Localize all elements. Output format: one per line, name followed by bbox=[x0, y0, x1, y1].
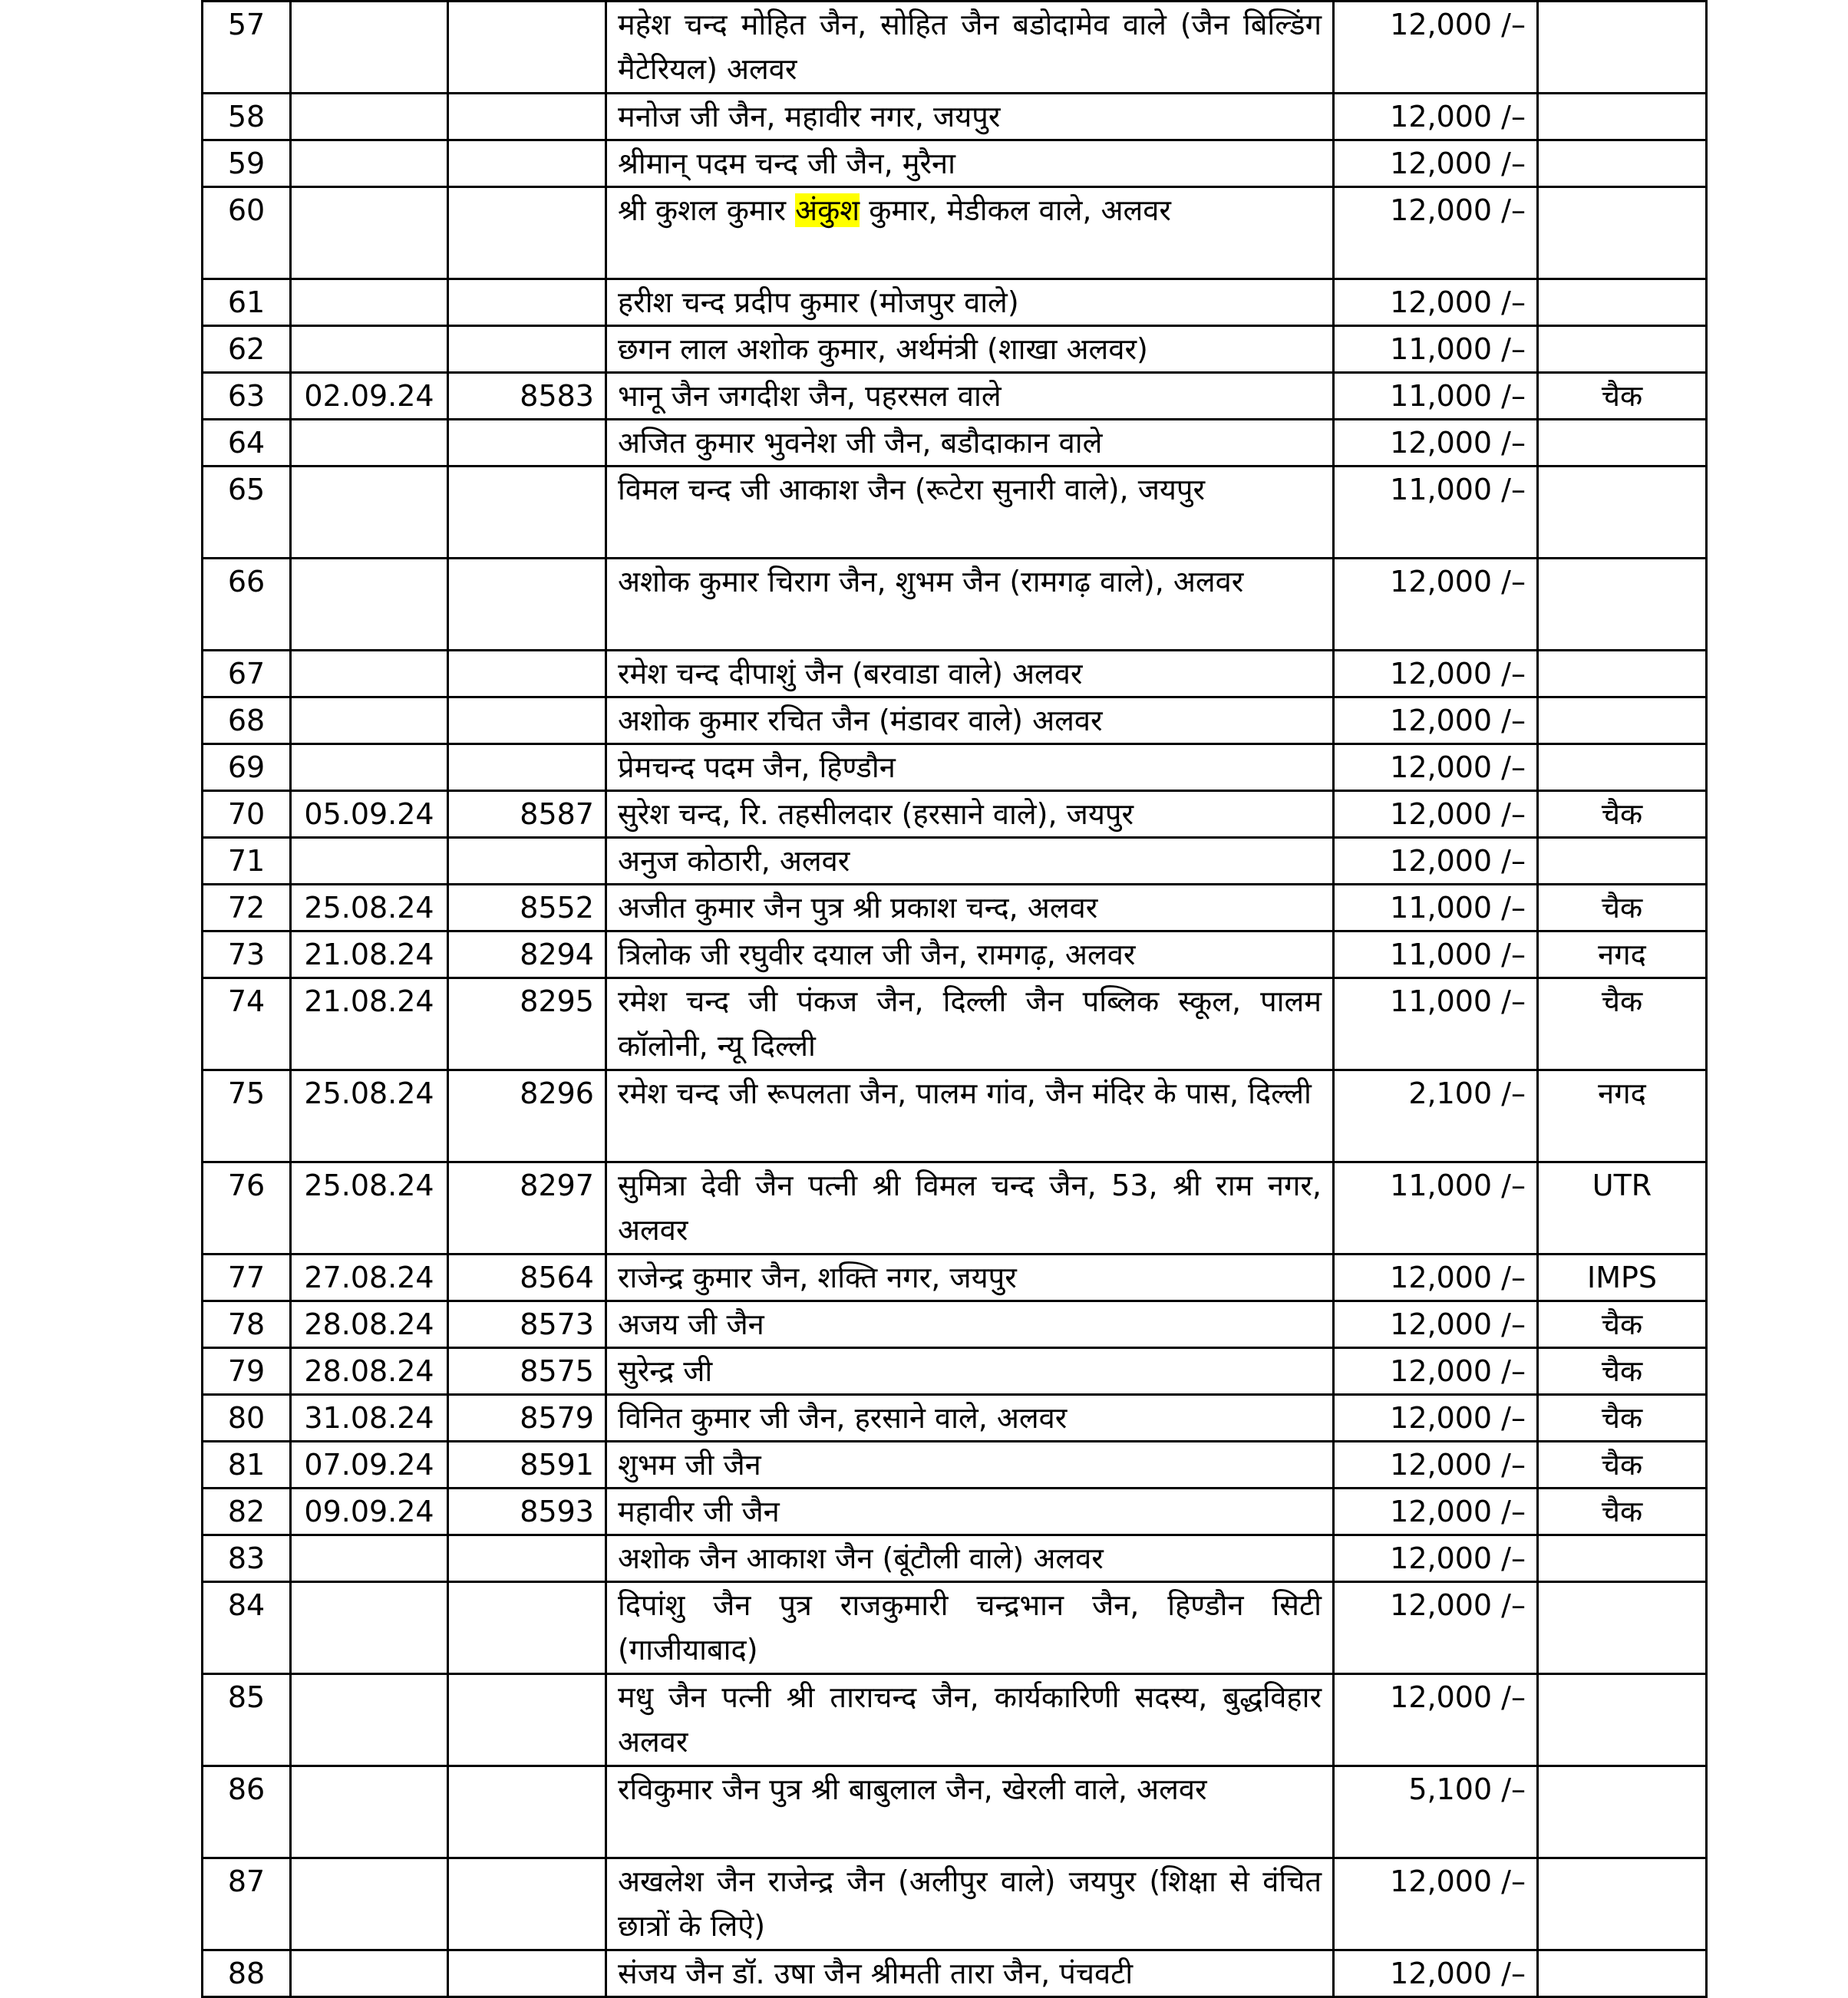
amount-cell: 11,000 /– bbox=[1334, 978, 1538, 1070]
date-cell bbox=[291, 1950, 448, 1997]
donor-name-cell: अजय जी जैन bbox=[606, 1301, 1334, 1348]
donor-name-cell: मनोज जी जैन, महावीर नगर, जयपुर bbox=[606, 94, 1334, 140]
serial-number-cell: 79 bbox=[203, 1348, 291, 1395]
amount-cell: 2,100 /– bbox=[1334, 1070, 1538, 1162]
receipt-number-cell bbox=[448, 1535, 606, 1582]
payment-mode-cell bbox=[1538, 2, 1707, 94]
serial-number-cell: 60 bbox=[203, 187, 291, 279]
receipt-number-cell bbox=[448, 697, 606, 744]
table-row bbox=[203, 326, 1707, 373]
receipt-number-cell: 8573 bbox=[448, 1301, 606, 1348]
donor-name-text: कुमार, मेडीकल वाले, अलवर bbox=[860, 193, 1171, 227]
payment-mode-cell: UTR bbox=[1538, 1162, 1707, 1255]
payment-mode-cell bbox=[1538, 697, 1707, 744]
date-cell bbox=[291, 1535, 448, 1582]
table-row bbox=[203, 1858, 1707, 1950]
payment-mode-cell: नगद bbox=[1538, 1070, 1707, 1162]
table-row bbox=[203, 1070, 1707, 1162]
table-row bbox=[203, 1489, 1707, 1535]
payment-mode-cell bbox=[1538, 140, 1707, 187]
table-row bbox=[203, 140, 1707, 187]
receipt-number-cell bbox=[448, 467, 606, 559]
donor-name-cell: भानू जैन जगदीश जैन, पहरसल वाले bbox=[606, 373, 1334, 420]
table-row bbox=[203, 1582, 1707, 1674]
payment-mode-cell bbox=[1538, 1674, 1707, 1766]
amount-cell: 5,100 /– bbox=[1334, 1766, 1538, 1858]
payment-mode-cell: चैक bbox=[1538, 1442, 1707, 1489]
table-row bbox=[203, 1162, 1707, 1255]
payment-mode-cell bbox=[1538, 651, 1707, 697]
donor-name-text: श्री कुशल कुमार bbox=[618, 193, 796, 227]
serial-number-cell: 57 bbox=[203, 2, 291, 94]
donor-name-cell: मधु जैन पत्नी श्री ताराचन्द जैन, कार्यकारिणी सदस्य, बुद्धविहार अलवर bbox=[606, 1674, 1334, 1766]
date-cell bbox=[291, 697, 448, 744]
receipt-number-cell: 8575 bbox=[448, 1348, 606, 1395]
serial-number-cell: 75 bbox=[203, 1070, 291, 1162]
payment-mode-cell bbox=[1538, 1766, 1707, 1858]
payment-mode-cell: नगद bbox=[1538, 931, 1707, 978]
serial-number-cell: 69 bbox=[203, 744, 291, 791]
ledger-body bbox=[203, 2, 1707, 1997]
serial-number-cell: 67 bbox=[203, 651, 291, 697]
payment-mode-cell bbox=[1538, 467, 1707, 559]
date-cell bbox=[291, 1674, 448, 1766]
receipt-number-cell: 8294 bbox=[448, 931, 606, 978]
donor-name-cell: अखलेश जैन राजेन्द्र जैन (अलीपुर वाले) जयपुर (शिक्षा से वंचित छात्रों के लिऐ) bbox=[606, 1858, 1334, 1950]
amount-cell: 12,000 /– bbox=[1334, 791, 1538, 838]
date-cell bbox=[291, 1582, 448, 1674]
payment-mode-cell bbox=[1538, 1858, 1707, 1950]
donor-name-cell: रमेश चन्द जी रूपलता जैन, पालम गांव, जैन मंदिर के पास, दिल्ली bbox=[606, 1070, 1334, 1162]
amount-cell: 12,000 /– bbox=[1334, 2, 1538, 94]
amount-cell: 12,000 /– bbox=[1334, 1489, 1538, 1535]
amount-cell: 12,000 /– bbox=[1334, 1535, 1538, 1582]
receipt-number-cell: 8564 bbox=[448, 1255, 606, 1301]
donor-name-cell: संजय जैन डॉ. उषा जैन श्रीमती तारा जैन, पंचवटी bbox=[606, 1950, 1334, 1997]
amount-cell: 12,000 /– bbox=[1334, 1301, 1538, 1348]
date-cell: 02.09.24 bbox=[291, 373, 448, 420]
receipt-number-cell: 8583 bbox=[448, 373, 606, 420]
amount-cell: 12,000 /– bbox=[1334, 1950, 1538, 1997]
donor-name-cell: रविकुमार जैन पुत्र श्री बाबुलाल जैन, खेरली वाले, अलवर bbox=[606, 1766, 1334, 1858]
table-row bbox=[203, 1766, 1707, 1858]
receipt-number-cell: 8587 bbox=[448, 791, 606, 838]
receipt-number-cell bbox=[448, 1582, 606, 1674]
serial-number-cell: 82 bbox=[203, 1489, 291, 1535]
date-cell bbox=[291, 744, 448, 791]
receipt-number-cell: 8552 bbox=[448, 885, 606, 931]
payment-mode-cell: चैक bbox=[1538, 885, 1707, 931]
receipt-number-cell bbox=[448, 94, 606, 140]
receipt-number-cell bbox=[448, 838, 606, 885]
amount-cell: 12,000 /– bbox=[1334, 744, 1538, 791]
donor-name-cell: रमेश चन्द जी पंकज जैन, दिल्ली जैन पब्लिक स्कूल, पालम कॉलोनी, न्यू दिल्ली bbox=[606, 978, 1334, 1070]
donor-name-cell: हरीश चन्द प्रदीप कुमार (मोजपुर वाले) bbox=[606, 279, 1334, 326]
amount-cell: 12,000 /– bbox=[1334, 94, 1538, 140]
donor-name-cell: छगन लाल अशोक कुमार, अर्थमंत्री (शाखा अलवर) bbox=[606, 326, 1334, 373]
amount-cell: 11,000 /– bbox=[1334, 931, 1538, 978]
payment-mode-cell: चैक bbox=[1538, 1395, 1707, 1442]
date-cell bbox=[291, 279, 448, 326]
highlighted-word: अंकुश bbox=[795, 193, 860, 227]
payment-mode-cell bbox=[1538, 559, 1707, 651]
receipt-number-cell bbox=[448, 140, 606, 187]
table-row bbox=[203, 931, 1707, 978]
donor-name-cell: अनुज कोठारी, अलवर bbox=[606, 838, 1334, 885]
table-row bbox=[203, 1535, 1707, 1582]
payment-mode-cell bbox=[1538, 94, 1707, 140]
table-row bbox=[203, 559, 1707, 651]
amount-cell: 12,000 /– bbox=[1334, 651, 1538, 697]
serial-number-cell: 66 bbox=[203, 559, 291, 651]
date-cell: 28.08.24 bbox=[291, 1301, 448, 1348]
amount-cell: 12,000 /– bbox=[1334, 1348, 1538, 1395]
payment-mode-cell bbox=[1538, 326, 1707, 373]
receipt-number-cell: 8296 bbox=[448, 1070, 606, 1162]
payment-mode-cell: चैक bbox=[1538, 791, 1707, 838]
amount-cell: 12,000 /– bbox=[1334, 279, 1538, 326]
serial-number-cell: 61 bbox=[203, 279, 291, 326]
date-cell bbox=[291, 467, 448, 559]
table-row bbox=[203, 2, 1707, 94]
amount-cell: 12,000 /– bbox=[1334, 1674, 1538, 1766]
donor-name-cell: राजेन्द्र कुमार जैन, शक्ति नगर, जयपुर bbox=[606, 1255, 1334, 1301]
date-cell bbox=[291, 140, 448, 187]
amount-cell: 11,000 /– bbox=[1334, 326, 1538, 373]
donation-ledger-table bbox=[201, 0, 1708, 1998]
receipt-number-cell: 8295 bbox=[448, 978, 606, 1070]
payment-mode-cell: चैक bbox=[1538, 1489, 1707, 1535]
date-cell: 25.08.24 bbox=[291, 885, 448, 931]
table-row bbox=[203, 1301, 1707, 1348]
payment-mode-cell bbox=[1538, 838, 1707, 885]
date-cell: 31.08.24 bbox=[291, 1395, 448, 1442]
payment-mode-cell bbox=[1538, 1582, 1707, 1674]
payment-mode-cell: IMPS bbox=[1538, 1255, 1707, 1301]
date-cell bbox=[291, 1858, 448, 1950]
serial-number-cell: 65 bbox=[203, 467, 291, 559]
date-cell bbox=[291, 94, 448, 140]
serial-number-cell: 68 bbox=[203, 697, 291, 744]
serial-number-cell: 59 bbox=[203, 140, 291, 187]
table-row bbox=[203, 1395, 1707, 1442]
amount-cell: 12,000 /– bbox=[1334, 1255, 1538, 1301]
receipt-number-cell: 8579 bbox=[448, 1395, 606, 1442]
serial-number-cell: 73 bbox=[203, 931, 291, 978]
payment-mode-cell bbox=[1538, 279, 1707, 326]
donor-name-cell: अजित कुमार भुवनेश जी जैन, बडौदाकान वाले bbox=[606, 420, 1334, 467]
date-cell bbox=[291, 651, 448, 697]
serial-number-cell: 81 bbox=[203, 1442, 291, 1489]
table-row bbox=[203, 1950, 1707, 1997]
receipt-number-cell bbox=[448, 326, 606, 373]
amount-cell: 12,000 /– bbox=[1334, 697, 1538, 744]
donor-name-cell: श्रीमान् पदम चन्द जी जैन, मुरैना bbox=[606, 140, 1334, 187]
donor-name-cell: त्रिलोक जी रघुवीर दयाल जी जैन, रामगढ़, अलवर bbox=[606, 931, 1334, 978]
date-cell: 09.09.24 bbox=[291, 1489, 448, 1535]
table-row bbox=[203, 1255, 1707, 1301]
receipt-number-cell bbox=[448, 744, 606, 791]
date-cell bbox=[291, 838, 448, 885]
amount-cell: 12,000 /– bbox=[1334, 140, 1538, 187]
amount-cell: 12,000 /– bbox=[1334, 1582, 1538, 1674]
receipt-number-cell bbox=[448, 1766, 606, 1858]
table-row bbox=[203, 420, 1707, 467]
serial-number-cell: 88 bbox=[203, 1950, 291, 1997]
table-row bbox=[203, 1348, 1707, 1395]
amount-cell: 11,000 /– bbox=[1334, 373, 1538, 420]
table-row bbox=[203, 651, 1707, 697]
payment-mode-cell bbox=[1538, 1535, 1707, 1582]
donor-name-cell: सुरेन्द्र जी bbox=[606, 1348, 1334, 1395]
date-cell bbox=[291, 420, 448, 467]
table-row bbox=[203, 744, 1707, 791]
serial-number-cell: 83 bbox=[203, 1535, 291, 1582]
receipt-number-cell: 8593 bbox=[448, 1489, 606, 1535]
serial-number-cell: 87 bbox=[203, 1858, 291, 1950]
date-cell bbox=[291, 1766, 448, 1858]
table-row bbox=[203, 1442, 1707, 1489]
serial-number-cell: 64 bbox=[203, 420, 291, 467]
date-cell bbox=[291, 2, 448, 94]
donor-name-cell: महावीर जी जैन bbox=[606, 1489, 1334, 1535]
receipt-number-cell bbox=[448, 187, 606, 279]
date-cell: 28.08.24 bbox=[291, 1348, 448, 1395]
serial-number-cell: 86 bbox=[203, 1766, 291, 1858]
date-cell: 05.09.24 bbox=[291, 791, 448, 838]
payment-mode-cell bbox=[1538, 744, 1707, 791]
table-row bbox=[203, 838, 1707, 885]
amount-cell: 12,000 /– bbox=[1334, 838, 1538, 885]
donor-name-cell: महेश चन्द मोहित जैन, सोहित जैन बडोदामेव वाले (जैन बिल्डिंग मैटेरियल) अलवर bbox=[606, 2, 1334, 94]
serial-number-cell: 62 bbox=[203, 326, 291, 373]
table-row bbox=[203, 94, 1707, 140]
donor-name-cell: सुरेश चन्द, रि. तहसीलदार (हरसाने वाले), जयपुर bbox=[606, 791, 1334, 838]
serial-number-cell: 85 bbox=[203, 1674, 291, 1766]
date-cell bbox=[291, 559, 448, 651]
serial-number-cell: 84 bbox=[203, 1582, 291, 1674]
donor-name-cell: विनित कुमार जी जैन, हरसाने वाले, अलवर bbox=[606, 1395, 1334, 1442]
amount-cell: 11,000 /– bbox=[1334, 885, 1538, 931]
serial-number-cell: 72 bbox=[203, 885, 291, 931]
date-cell: 25.08.24 bbox=[291, 1070, 448, 1162]
serial-number-cell: 74 bbox=[203, 978, 291, 1070]
payment-mode-cell bbox=[1538, 420, 1707, 467]
donor-name-cell: प्रेमचन्द पदम जैन, हिण्डौन bbox=[606, 744, 1334, 791]
donor-name-cell: अजीत कुमार जैन पुत्र श्री प्रकाश चन्द, अलवर bbox=[606, 885, 1334, 931]
serial-number-cell: 77 bbox=[203, 1255, 291, 1301]
receipt-number-cell: 8297 bbox=[448, 1162, 606, 1255]
amount-cell: 12,000 /– bbox=[1334, 420, 1538, 467]
payment-mode-cell: चैक bbox=[1538, 373, 1707, 420]
table-row bbox=[203, 187, 1707, 279]
serial-number-cell: 80 bbox=[203, 1395, 291, 1442]
donor-name-cell: रमेश चन्द दीपाशुं जैन (बरवाडा वाले) अलवर bbox=[606, 651, 1334, 697]
table-row bbox=[203, 467, 1707, 559]
table-row bbox=[203, 279, 1707, 326]
donor-name-cell: दिपांशु जैन पुत्र राजकुमारी चन्द्रभान जैन, हिण्डौन सिटी (गाजीयाबाद) bbox=[606, 1582, 1334, 1674]
amount-cell: 12,000 /– bbox=[1334, 559, 1538, 651]
date-cell: 21.08.24 bbox=[291, 978, 448, 1070]
receipt-number-cell bbox=[448, 1674, 606, 1766]
payment-mode-cell bbox=[1538, 187, 1707, 279]
receipt-number-cell bbox=[448, 1858, 606, 1950]
date-cell: 25.08.24 bbox=[291, 1162, 448, 1255]
receipt-number-cell bbox=[448, 651, 606, 697]
serial-number-cell: 71 bbox=[203, 838, 291, 885]
table-row bbox=[203, 791, 1707, 838]
table-row bbox=[203, 885, 1707, 931]
donor-name-cell bbox=[606, 187, 1334, 279]
donor-name-cell: अशोक जैन आकाश जैन (बूंटौली वाले) अलवर bbox=[606, 1535, 1334, 1582]
table-row bbox=[203, 697, 1707, 744]
donor-name-cell: सुमित्रा देवी जैन पत्नी श्री विमल चन्द जैन, 53, श्री राम नगर, अलवर bbox=[606, 1162, 1334, 1255]
receipt-number-cell bbox=[448, 420, 606, 467]
donor-name-cell: अशोक कुमार चिराग जैन, शुभम जैन (रामगढ़ वाले), अलवर bbox=[606, 559, 1334, 651]
date-cell bbox=[291, 326, 448, 373]
date-cell: 07.09.24 bbox=[291, 1442, 448, 1489]
donor-name-cell: विमल चन्द जी आकाश जैन (रूटेरा सुनारी वाले), जयपुर bbox=[606, 467, 1334, 559]
table-row bbox=[203, 373, 1707, 420]
amount-cell: 11,000 /– bbox=[1334, 1162, 1538, 1255]
serial-number-cell: 70 bbox=[203, 791, 291, 838]
donor-name-cell: अशोक कुमार रचित जैन (मंडावर वाले) अलवर bbox=[606, 697, 1334, 744]
amount-cell: 12,000 /– bbox=[1334, 1858, 1538, 1950]
payment-mode-cell bbox=[1538, 1950, 1707, 1997]
date-cell bbox=[291, 187, 448, 279]
payment-mode-cell: चैक bbox=[1538, 978, 1707, 1070]
receipt-number-cell bbox=[448, 279, 606, 326]
table-row bbox=[203, 978, 1707, 1070]
receipt-number-cell bbox=[448, 1950, 606, 1997]
receipt-number-cell: 8591 bbox=[448, 1442, 606, 1489]
date-cell: 27.08.24 bbox=[291, 1255, 448, 1301]
serial-number-cell: 78 bbox=[203, 1301, 291, 1348]
receipt-number-cell bbox=[448, 559, 606, 651]
table-row bbox=[203, 1674, 1707, 1766]
amount-cell: 12,000 /– bbox=[1334, 187, 1538, 279]
payment-mode-cell: चैक bbox=[1538, 1348, 1707, 1395]
amount-cell: 11,000 /– bbox=[1334, 467, 1538, 559]
donor-name-cell: शुभम जी जैन bbox=[606, 1442, 1334, 1489]
receipt-number-cell bbox=[448, 2, 606, 94]
amount-cell: 12,000 /– bbox=[1334, 1395, 1538, 1442]
date-cell: 21.08.24 bbox=[291, 931, 448, 978]
serial-number-cell: 58 bbox=[203, 94, 291, 140]
payment-mode-cell: चैक bbox=[1538, 1301, 1707, 1348]
serial-number-cell: 76 bbox=[203, 1162, 291, 1255]
amount-cell: 12,000 /– bbox=[1334, 1442, 1538, 1489]
serial-number-cell: 63 bbox=[203, 373, 291, 420]
